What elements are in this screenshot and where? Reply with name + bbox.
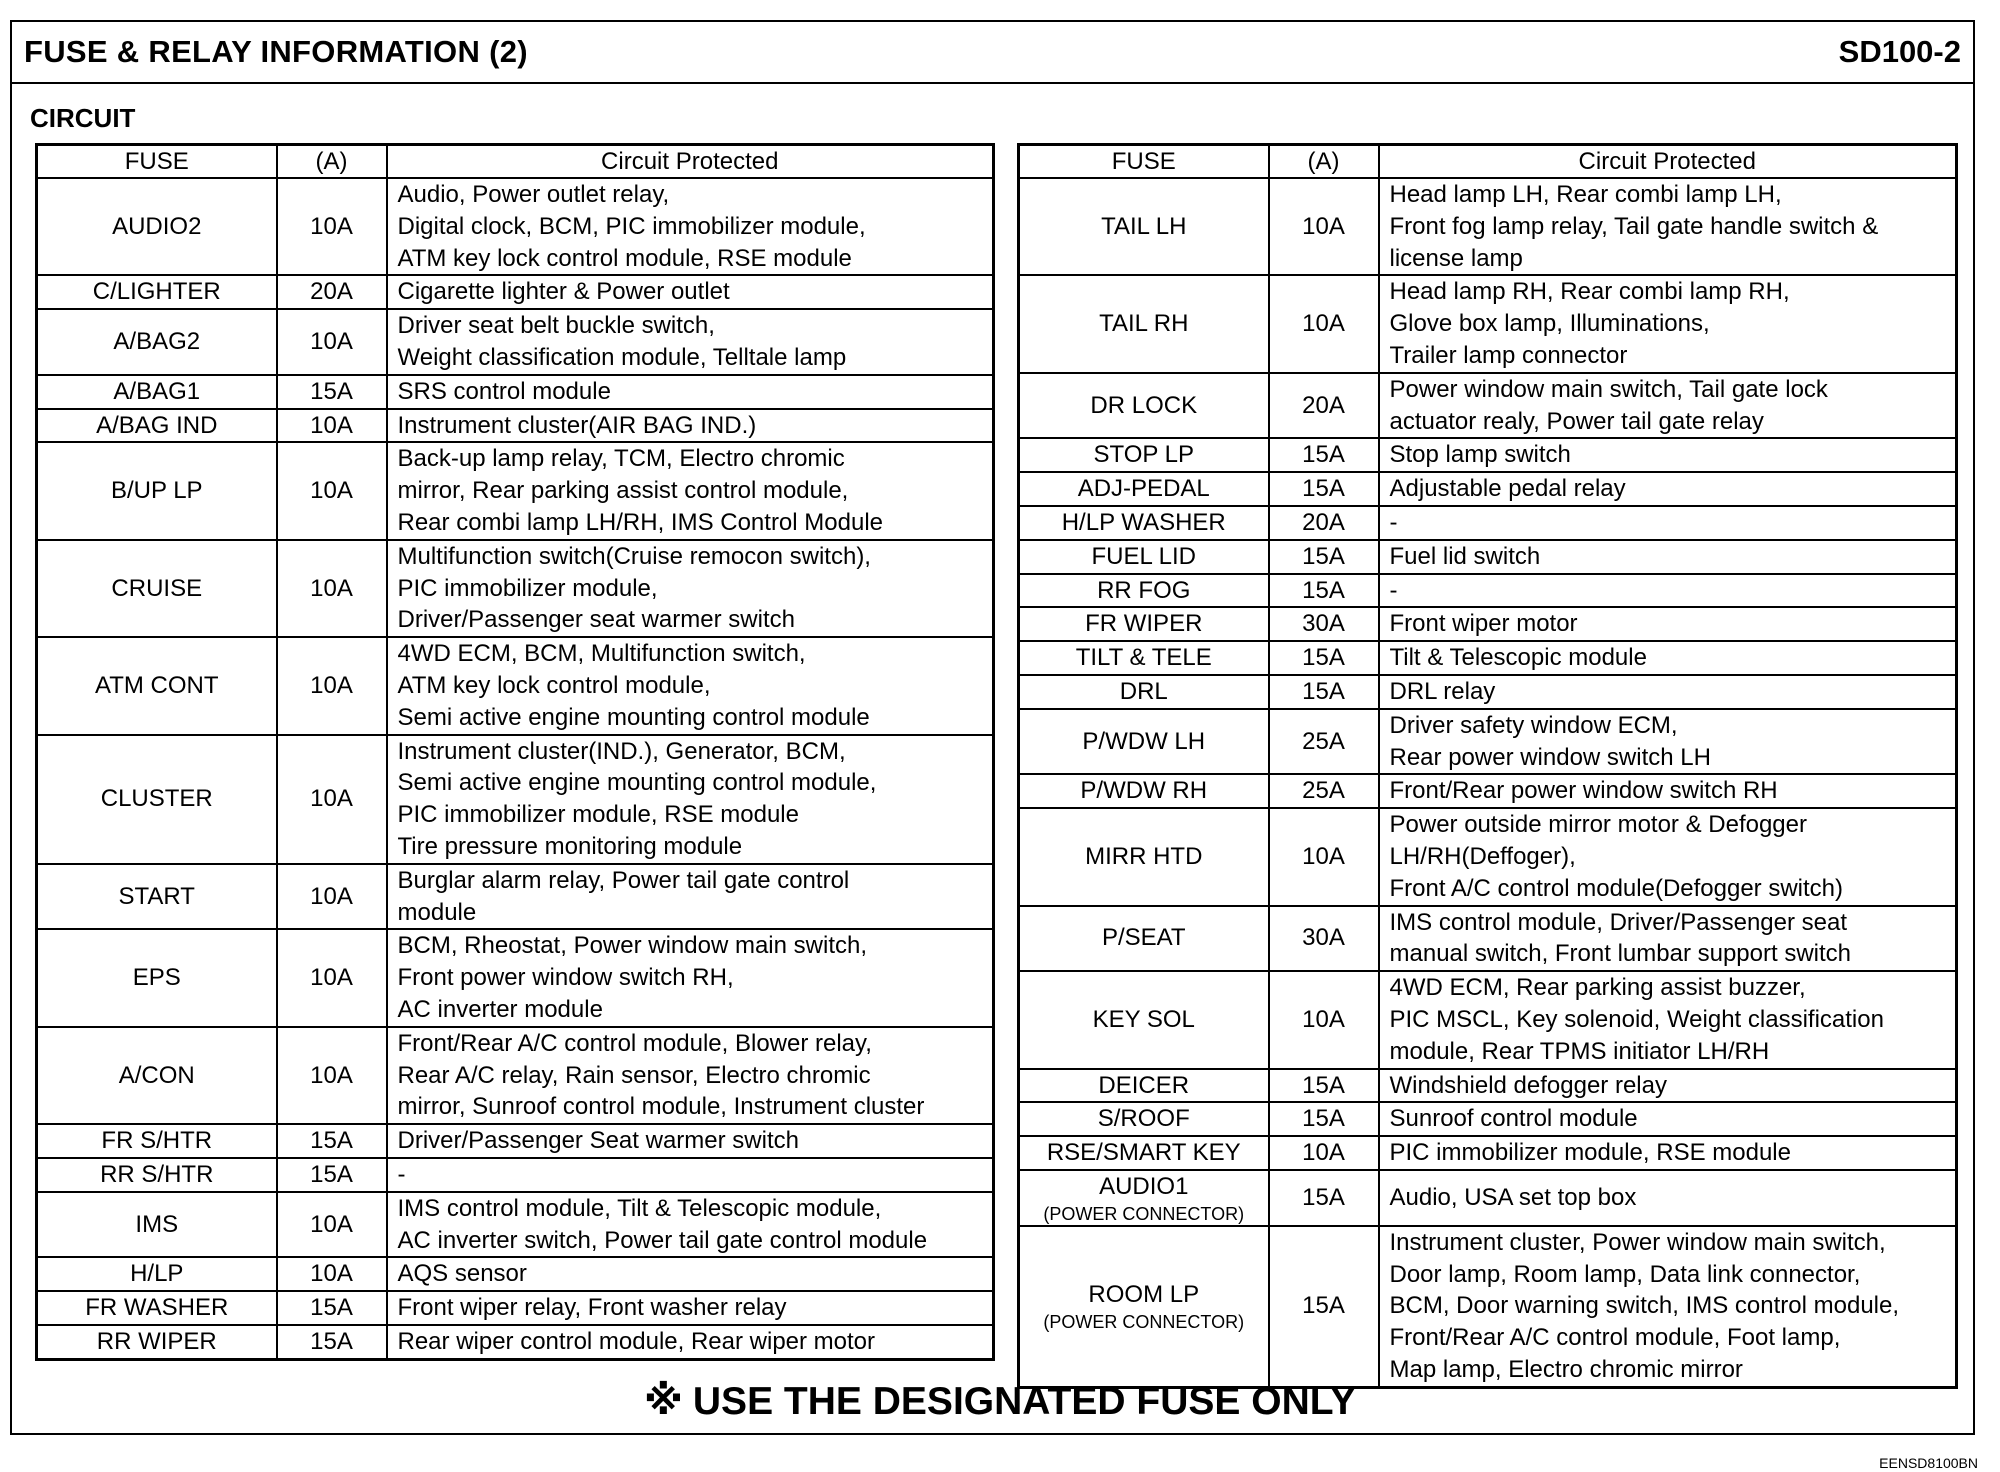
fuse-name-cell [37, 1325, 277, 1359]
fuse-name-cell [37, 275, 277, 309]
fuse-name-cell [1019, 808, 1269, 905]
circuit-protected: Cigarette lighter & Power outlet [387, 275, 994, 309]
fuse-amperage: 15A [1269, 641, 1379, 675]
fuse-name: FR WASHER [85, 1294, 229, 1322]
fuse-amperage: 15A [1269, 540, 1379, 574]
circuit-protected: BCM, Rheostat, Power window main switch, Front power window switch RH, AC inverter module [387, 929, 994, 1026]
fuse-column-header: FUSE [37, 145, 277, 179]
fuse-row [1019, 971, 1957, 1068]
fuse-name-cell [1019, 178, 1269, 275]
fuse-name: DR LOCK [1090, 391, 1198, 419]
fuse-row [1019, 1102, 1957, 1136]
fuse-name-cell [37, 409, 277, 443]
fuse-name: STOP LP [1093, 441, 1194, 469]
circuit-protected: Windshield defogger relay [1379, 1069, 1957, 1103]
fuse-name-cell [1019, 275, 1269, 372]
circuit-column-header: Circuit Protected [387, 145, 994, 179]
fuse-row [1019, 472, 1957, 506]
fuse-name-cell [1019, 373, 1269, 439]
fuse-name: TAIL LH [1101, 212, 1187, 240]
circuit-protected: - [1379, 506, 1957, 540]
title-bar [10, 20, 1975, 84]
fuse-row [37, 540, 994, 637]
fuse-row [1019, 1069, 1957, 1103]
fuse-name: B/UP LP [110, 477, 203, 505]
fuse-name-cell [1019, 709, 1269, 775]
fuse-row [37, 735, 994, 864]
fuse-amperage: 20A [277, 275, 387, 309]
section-label: CIRCUIT [30, 103, 136, 133]
fuse-name: TAIL RH [1099, 310, 1189, 338]
fuse-amperage: 10A [1269, 808, 1379, 905]
fuse-name-cell [37, 375, 277, 409]
fuse-amperage: 15A [1269, 472, 1379, 506]
circuit-protected: Front/Rear power window switch RH [1379, 774, 1957, 808]
fuse-name-cell [37, 309, 277, 375]
circuit-protected: Power window main switch, Tail gate lock actuator realy, Power tail gate relay [1379, 373, 1957, 439]
fuse-name: RR WIPER [96, 1327, 217, 1355]
fuse-row [1019, 641, 1957, 675]
fuse-amperage: 10A [277, 540, 387, 637]
fuse-row [37, 1291, 994, 1325]
circuit-protected: Instrument cluster(IND.), Generator, BCM, Semi active engine mounting control module, PIC immobilizer module, RSE module Tire pressure monitoring module [387, 735, 994, 864]
fuse-name: FR S/HTR [101, 1127, 213, 1155]
circuit-protected: Back-up lamp relay, TCM, Electro chromic mirror, Rear parking assist control module, Rear combi lamp LH/RH, IMS Control Module [387, 442, 994, 539]
fuse-amperage: 15A [277, 1291, 387, 1325]
fuse-name-cell [1019, 971, 1269, 1068]
circuit-protected: IMS control module, Tilt & Telescopic module, AC inverter switch, Power tail gate control module [387, 1192, 994, 1258]
fuse-name: DRL [1119, 677, 1168, 705]
amp-column-header: (A) [1269, 145, 1379, 179]
fuse-subname: (POWER CONNECTOR) [1043, 1312, 1245, 1333]
fuse-name: A/BAG IND [96, 411, 218, 439]
fuse-amperage: 10A [277, 309, 387, 375]
fuse-name-cell [1019, 506, 1269, 540]
fuse-name-cell [37, 1124, 277, 1158]
fuse-name: EPS [132, 964, 181, 992]
fuse-name-cell [1019, 472, 1269, 506]
circuit-protected: Burglar alarm relay, Power tail gate control module [387, 864, 994, 930]
fuse-amperage: 15A [1269, 1226, 1379, 1387]
fuse-amperage: 15A [1269, 675, 1379, 709]
circuit-column-header: Circuit Protected [1379, 145, 1957, 179]
fuse-name-cell [1019, 607, 1269, 641]
circuit-protected: Driver safety window ECM, Rear power window switch LH [1379, 709, 1957, 775]
fuse-row [37, 1124, 994, 1158]
fuse-amperage: 25A [1269, 709, 1379, 775]
fuse-row [37, 1027, 994, 1124]
page-title: FUSE & RELAY INFORMATION (2) [24, 34, 528, 69]
fuse-row [1019, 1136, 1957, 1170]
fuse-row [37, 1158, 994, 1192]
fuse-name: AUDIO2 [112, 212, 202, 240]
circuit-protected: Sunroof control module [1379, 1102, 1957, 1136]
fuse-name-cell [1019, 1170, 1269, 1226]
fuse-row [1019, 540, 1957, 574]
fuse-amperage: 10A [277, 409, 387, 443]
fuse-name-cell [37, 929, 277, 1026]
fuse-amperage: 20A [1269, 506, 1379, 540]
fuse-row [1019, 808, 1957, 905]
amp-column-header: (A) [277, 145, 387, 179]
page-code: SD100-2 [1838, 34, 1961, 69]
reference-mark-icon: ※ [644, 1379, 683, 1423]
fuse-name-cell [37, 864, 277, 930]
fuse-name: FR WIPER [1085, 610, 1203, 638]
fuse-amperage: 10A [277, 178, 387, 275]
notice-text: USE THE DESIGNATED FUSE ONLY [692, 1380, 1356, 1423]
fuse-amperage: 10A [277, 735, 387, 864]
fuse-row [37, 1192, 994, 1258]
fuse-name-cell [37, 178, 277, 275]
fuse-name-cell [37, 442, 277, 539]
fuse-name: IMS [135, 1210, 179, 1238]
fuse-name-cell [37, 1027, 277, 1124]
fuse-name-cell [1019, 1102, 1269, 1136]
circuit-protected: 4WD ECM, BCM, Multifunction switch, ATM key lock control module, Semi active engine mounting control module [387, 637, 994, 734]
fuse-name-cell [1019, 906, 1269, 972]
fuse-name: ATM CONT [94, 671, 219, 699]
fuse-name-cell [37, 1291, 277, 1325]
fuse-name-cell [37, 637, 277, 734]
fuse-row [1019, 675, 1957, 709]
fuse-name-cell [1019, 641, 1269, 675]
fuse-row [37, 309, 994, 375]
fuse-amperage: 15A [277, 1158, 387, 1192]
circuit-protected: IMS control module, Driver/Passenger seat manual switch, Front lumbar support switch [1379, 906, 1957, 972]
fuse-row [37, 178, 994, 275]
fuse-amperage: 10A [277, 1027, 387, 1124]
fuse-amperage: 10A [277, 864, 387, 930]
right-fuse-table [1017, 143, 1958, 1389]
fuse-name-cell [1019, 675, 1269, 709]
fuse-amperage: 15A [1269, 438, 1379, 472]
circuit-protected: Fuel lid switch [1379, 540, 1957, 574]
fuse-notice [0, 1378, 2000, 1424]
fuse-row [37, 864, 994, 930]
fuse-amperage: 10A [1269, 275, 1379, 372]
fuse-name: AUDIO1 [1099, 1172, 1189, 1200]
fuse-name-cell [1019, 1136, 1269, 1170]
fuse-name-cell [1019, 574, 1269, 608]
fuse-row [37, 929, 994, 1026]
fuse-row [37, 1257, 994, 1291]
fuse-name: DEICER [1098, 1071, 1190, 1099]
fuse-amperage: 15A [277, 1124, 387, 1158]
fuse-row [1019, 1226, 1957, 1387]
fuse-name: A/CON [118, 1061, 195, 1089]
fuse-row [1019, 373, 1957, 439]
fuse-name-cell [37, 1192, 277, 1258]
fuse-name-cell [37, 1257, 277, 1291]
fuse-name: P/WDW RH [1080, 777, 1208, 805]
fuse-name-cell [1019, 1226, 1269, 1387]
fuse-row [37, 637, 994, 734]
circuit-protected: Instrument cluster, Power window main switch, Door lamp, Room lamp, Data link connector, BCM, Door warning switch, IMS control module, Front/Rear A/C control module, Foot lamp, Map lamp, Electro chromic mirror [1379, 1226, 1957, 1387]
fuse-name-cell [1019, 438, 1269, 472]
fuse-name: H/LP [130, 1260, 184, 1288]
fuse-row [1019, 709, 1957, 775]
fuse-name-cell [1019, 540, 1269, 574]
fuse-row [37, 275, 994, 309]
fuse-name-cell [37, 735, 277, 864]
circuit-protected: Stop lamp switch [1379, 438, 1957, 472]
fuse-amperage: 15A [1269, 574, 1379, 608]
fuse-name: ROOM LP [1088, 1281, 1200, 1309]
fuse-amperage: 15A [277, 375, 387, 409]
fuse-amperage: 10A [1269, 1136, 1379, 1170]
circuit-protected: - [387, 1158, 994, 1192]
fuse-amperage: 15A [277, 1325, 387, 1359]
fuse-row [1019, 275, 1957, 372]
left-fuse-table [35, 143, 995, 1361]
fuse-name: TILT & TELE [1075, 644, 1212, 672]
fuse-amperage: 15A [1269, 1069, 1379, 1103]
circuit-protected: Rear wiper control module, Rear wiper motor [387, 1325, 994, 1359]
circuit-protected: 4WD ECM, Rear parking assist buzzer, PIC MSCL, Key solenoid, Weight classification module, Rear TPMS initiator LH/RH [1379, 971, 1957, 1068]
circuit-protected: Instrument cluster(AIR BAG IND.) [387, 409, 994, 443]
circuit-protected: PIC immobilizer module, RSE module [1379, 1136, 1957, 1170]
fuse-row [1019, 574, 1957, 608]
fuse-name-cell [1019, 1069, 1269, 1103]
fuse-subname: (POWER CONNECTOR) [1043, 1203, 1245, 1224]
fuse-name: P/SEAT [1101, 924, 1186, 952]
circuit-protected: Head lamp LH, Rear combi lamp LH, Front fog lamp relay, Tail gate handle switch & license lamp [1379, 178, 1957, 275]
fuse-row [1019, 774, 1957, 808]
fuse-amperage: 10A [277, 1257, 387, 1291]
fuse-name: START [118, 882, 195, 910]
fuse-amperage: 15A [1269, 1170, 1379, 1226]
circuit-protected: Power outside mirror motor & Defogger LH/RH(Deffoger), Front A/C control module(Defogger switch) [1379, 808, 1957, 905]
circuit-protected: Multifunction switch(Cruise remocon switch), PIC immobilizer module, Driver/Passenger seat warmer switch [387, 540, 994, 637]
fuse-name: C/LIGHTER [92, 278, 221, 306]
fuse-column-header: FUSE [1019, 145, 1269, 179]
fuse-name: P/WDW LH [1082, 727, 1206, 755]
fuse-row [1019, 1170, 1957, 1226]
fuse-amperage: 20A [1269, 373, 1379, 439]
fuse-amperage: 10A [1269, 971, 1379, 1068]
fuse-name-cell [37, 540, 277, 637]
circuit-protected: Adjustable pedal relay [1379, 472, 1957, 506]
fuse-amperage: 10A [277, 929, 387, 1026]
fuse-amperage: 10A [1269, 178, 1379, 275]
fuse-amperage: 10A [277, 637, 387, 734]
circuit-protected: Head lamp RH, Rear combi lamp RH, Glove box lamp, Illuminations, Trailer lamp connector [1379, 275, 1957, 372]
fuse-name: CRUISE [111, 574, 203, 602]
circuit-protected: - [1379, 574, 1957, 608]
fuse-row [37, 442, 994, 539]
circuit-protected: Audio, USA set top box [1379, 1170, 1957, 1226]
fuse-amperage: 10A [277, 1192, 387, 1258]
fuse-name: MIRR HTD [1085, 842, 1203, 870]
fuse-name: RR FOG [1097, 576, 1191, 604]
fuse-name: H/LP WASHER [1061, 508, 1226, 536]
fuse-name: ADJ-PEDAL [1077, 475, 1210, 503]
fuse-amperage: 30A [1269, 906, 1379, 972]
circuit-protected: SRS control module [387, 375, 994, 409]
circuit-protected: Front/Rear A/C control module, Blower relay, Rear A/C relay, Rain sensor, Electro chromic mirror, Sunroof control module, Instrument cluster [387, 1027, 994, 1124]
fuse-row [37, 1325, 994, 1359]
fuse-name-cell [37, 1158, 277, 1192]
fuse-name: RSE/SMART KEY [1046, 1139, 1241, 1167]
table-header-row [37, 145, 994, 179]
circuit-protected: Driver/Passenger Seat warmer switch [387, 1124, 994, 1158]
fuse-row [37, 375, 994, 409]
circuit-protected: Tilt & Telescopic module [1379, 641, 1957, 675]
circuit-protected: DRL relay [1379, 675, 1957, 709]
fuse-row [1019, 607, 1957, 641]
fuse-name-cell [1019, 774, 1269, 808]
fuse-row [1019, 438, 1957, 472]
fuse-amperage: 10A [277, 442, 387, 539]
fuse-name: A/BAG2 [113, 328, 201, 356]
fuse-amperage: 30A [1269, 607, 1379, 641]
circuit-protected: Front wiper motor [1379, 607, 1957, 641]
table-header-row [1019, 145, 1957, 179]
circuit-protected: Driver seat belt buckle switch, Weight classification module, Telltale lamp [387, 309, 994, 375]
fuse-amperage: 25A [1269, 774, 1379, 808]
fuse-row [37, 409, 994, 443]
fuse-row [1019, 906, 1957, 972]
fuse-name: CLUSTER [100, 785, 213, 813]
fuse-row [1019, 506, 1957, 540]
circuit-protected: Audio, Power outlet relay, Digital clock, BCM, PIC immobilizer module, ATM key lock control module, RSE module [387, 178, 994, 275]
fuse-name: RR S/HTR [100, 1160, 214, 1188]
circuit-protected: Front wiper relay, Front washer relay [387, 1291, 994, 1325]
fuse-name: A/BAG1 [113, 377, 201, 405]
fuse-name: KEY SOL [1092, 1005, 1195, 1033]
fuse-name: S/ROOF [1097, 1105, 1190, 1133]
fuse-name: FUEL LID [1091, 542, 1196, 570]
fuse-amperage: 15A [1269, 1102, 1379, 1136]
reference-code: EENSD8100BN [1879, 1455, 1978, 1471]
fuse-row [1019, 178, 1957, 275]
circuit-protected: AQS sensor [387, 1257, 994, 1291]
